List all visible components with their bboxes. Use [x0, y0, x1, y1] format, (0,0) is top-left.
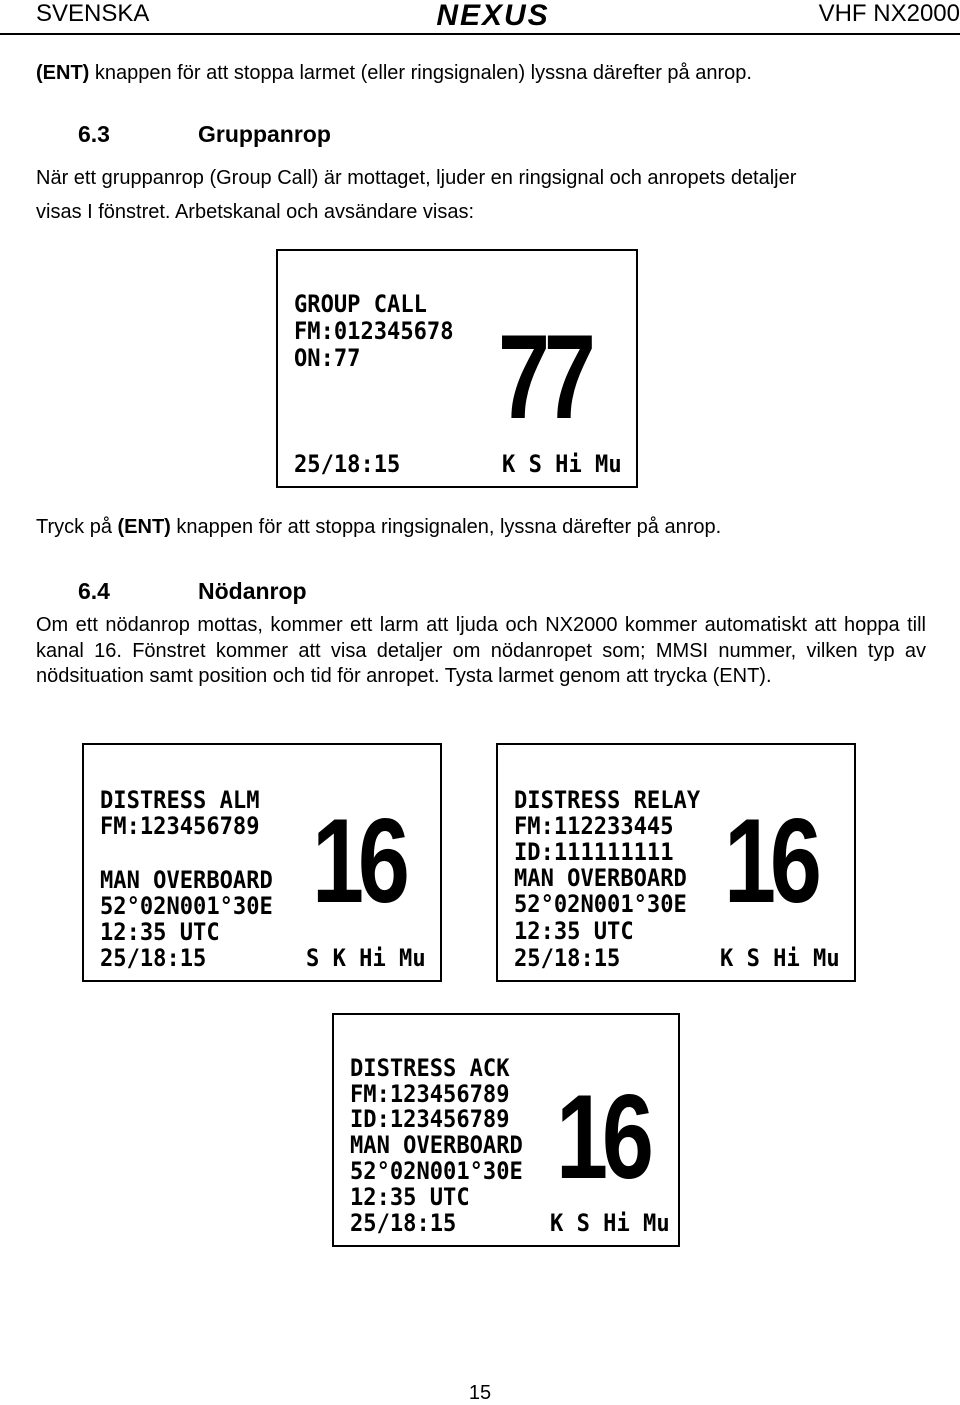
lcd-line: DISTRESS RELAY [514, 786, 701, 814]
section-title: Gruppanrop [198, 121, 331, 147]
lcd-line: DISTRESS ACK [350, 1054, 510, 1082]
lcd-channel: 16 [724, 794, 816, 928]
header-language: SVENSKA [36, 0, 150, 27]
page-number: 15 [468, 1382, 492, 1404]
lcd-line: 25/18:15 [100, 944, 207, 972]
lcd-line: MAN OVERBOARD [514, 864, 687, 892]
section-number: 6.4 [78, 578, 110, 604]
lcd-distress-relay [496, 743, 856, 982]
lcd-group-call [276, 249, 638, 488]
lcd-line: ON:77 [294, 344, 361, 372]
section-heading-6-3 [78, 119, 331, 149]
lcd-line: MAN OVERBOARD [100, 866, 273, 894]
lcd-channel: 16 [312, 794, 404, 928]
lcd-line: GROUP CALL [294, 290, 427, 318]
lcd-line: FM:123456789 [100, 812, 260, 840]
lcd-line: 25/18:15 [514, 944, 621, 972]
lcd-channel: 77 [498, 310, 590, 444]
section-number: 6.3 [78, 121, 110, 147]
lcd-line: FM:123456789 [350, 1080, 510, 1108]
lcd-line: MAN OVERBOARD [350, 1131, 523, 1159]
intro-paragraph: (ENT) knappen för att stoppa larmet (eller ringsignalen) lyssna därefter på anrop. [36, 62, 752, 84]
lcd-line: 12:35 UTC [350, 1183, 470, 1211]
nexus-logo [380, 2, 606, 28]
group-call-instruction: Tryck på (ENT) knappen för att stoppa ringsignalen, lyssna därefter på anrop. [36, 516, 722, 538]
lcd-status: K S Hi Mu [550, 1209, 670, 1237]
lcd-line: FM:012345678 [294, 317, 454, 345]
lcd-status: K S Hi Mu [720, 944, 840, 972]
lcd-status: S K Hi Mu [306, 944, 426, 972]
header-model: VHF NX2000 [818, 0, 960, 27]
lcd-distress-ack [332, 1013, 680, 1247]
lcd-channel: 16 [556, 1070, 648, 1204]
lcd-line: 52°02N001°30E [514, 890, 687, 918]
lcd-line: ID:111111111 [514, 838, 674, 866]
section-6-4-paragraph: Om ett nödanrop mottas, kommer ett larm att ljuda och NX2000 kommer automatiskt att hoppa till kanal 16. Fönstret kommer att visa detaljer om nödanropet som; MMSI nummer, vilken typ av nödsituation samt position och tid för anropet. Tysta larmet genom att trycka (ENT). [36, 614, 926, 687]
lcd-line: 25/18:15 [350, 1209, 457, 1237]
lcd-line: FM:112233445 [514, 812, 674, 840]
lcd-line: 12:35 UTC [100, 918, 220, 946]
header-divider [0, 33, 960, 35]
lcd-time: 25/18:15 [294, 450, 401, 478]
lcd-status: K S Hi Mu [502, 450, 622, 478]
page-header [0, 0, 960, 34]
lcd-line: 52°02N001°30E [100, 892, 273, 920]
lcd-distress-alm [82, 743, 442, 982]
section-6-3-line-2: visas I fönstret. Arbetskanal och avsändare visas: [36, 201, 474, 223]
lcd-line: DISTRESS ALM [100, 786, 260, 814]
section-title: Nödanrop [198, 578, 307, 604]
svg-text:NEXUS: NEXUS [436, 2, 550, 28]
lcd-line: 52°02N001°30E [350, 1157, 523, 1185]
lcd-line: 12:35 UTC [514, 917, 634, 945]
section-heading-6-4 [78, 576, 307, 606]
lcd-line: ID:123456789 [350, 1105, 510, 1133]
section-6-3-line-1: När ett gruppanrop (Group Call) är mottaget, ljuder en ringsignal och anropets detaljer [36, 167, 797, 189]
